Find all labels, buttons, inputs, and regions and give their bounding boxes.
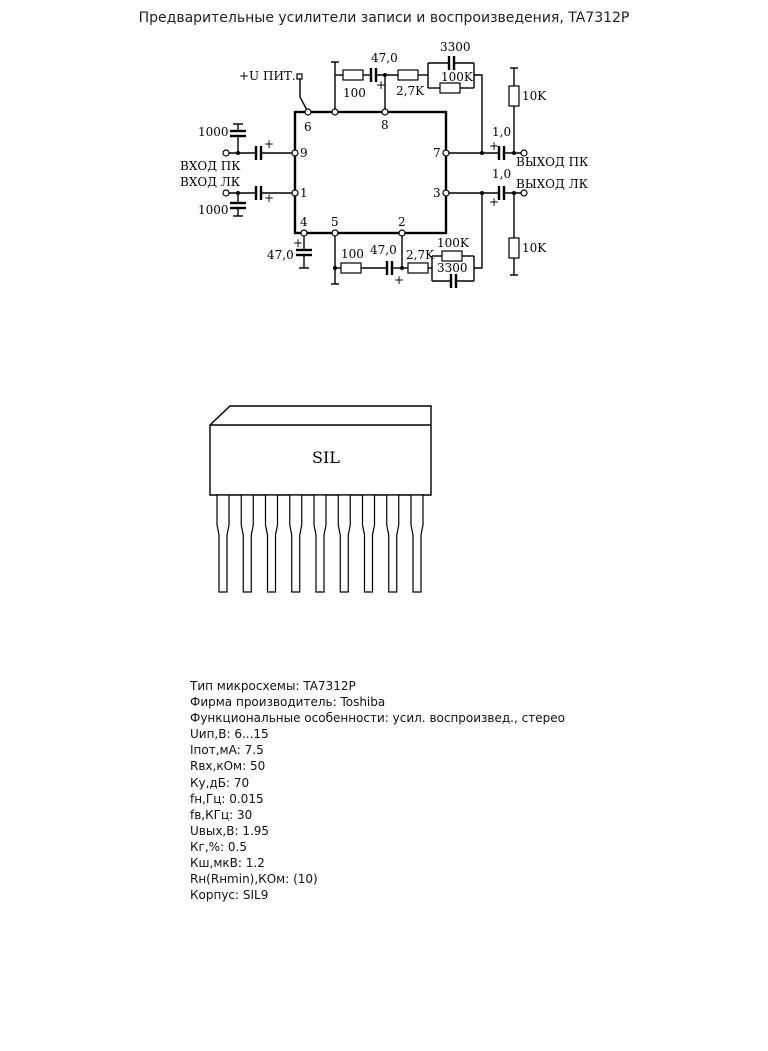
spec-row: Тип микросхемы: TA7312P — [190, 679, 356, 693]
spec-row: Кш,мкВ: 1.2 — [190, 856, 265, 871]
spec-row: Iпот,мА: 7.5 — [190, 743, 264, 758]
package-pin — [411, 495, 423, 592]
label-r-top-par: 100K — [441, 70, 473, 84]
resistor-100k-bottom — [442, 251, 462, 261]
spec-value: 1.95 — [242, 823, 270, 838]
spec-value: усил. воспроизвед., стерео — [392, 711, 565, 726]
pin-8 — [382, 109, 388, 115]
chip-body — [295, 112, 446, 233]
pin-5-top-junction — [332, 109, 338, 115]
package-pin — [314, 495, 326, 592]
spec-value: 0.5 — [227, 839, 247, 854]
pin-5 — [332, 230, 338, 236]
spec-label: fн,Гц — [190, 791, 222, 806]
spec-label: Корпус — [190, 888, 236, 903]
pin-9 — [292, 150, 298, 156]
supply-label: +U ПИТ. — [239, 69, 296, 83]
input-lk-label: ВХОД ЛК — [180, 175, 241, 189]
spec-row: Корпус: SIL9 — [190, 888, 269, 903]
spec-label: Iпот,мА — [190, 743, 237, 758]
pin-label-4: 4 — [300, 215, 308, 229]
spec-value: 0.015 — [229, 791, 264, 806]
wire-fb-bottom-out — [474, 193, 482, 268]
spec-label: Тип микросхемы — [190, 679, 296, 693]
label-r-bottom: 100 — [341, 247, 364, 261]
plus-in-bottom: + — [264, 191, 275, 205]
plus-out-top: + — [489, 139, 500, 153]
label-r-out-bottom: 10K — [522, 241, 547, 255]
resistor-10k-top — [509, 86, 519, 106]
pin-label-6: 6 — [304, 120, 312, 134]
supply-wire — [300, 79, 308, 112]
spec-row: Uвых,В: 1.95 — [190, 823, 270, 838]
pin-2 — [399, 230, 405, 236]
spec-row: Функциональные особенности: усил. воспроизвед., стерео — [190, 711, 565, 726]
pin-6 — [305, 109, 311, 115]
package-label: SIL — [312, 448, 340, 467]
spec-row: fв,КГц: 30 — [190, 807, 253, 822]
spec-value: 70 — [233, 775, 250, 790]
input-pk-terminal — [223, 150, 229, 156]
label-c-top-fb: 3300 — [440, 40, 471, 54]
label-c-top: 47,0 — [371, 51, 398, 65]
package-pin — [290, 495, 302, 592]
spec-row: Rн(Rнmin),КОм: (10) — [190, 872, 318, 887]
package-pin — [266, 495, 278, 592]
package-pin — [338, 495, 350, 592]
spec-label: Кш,мкВ — [190, 856, 238, 871]
spec-value: SIL9 — [242, 888, 269, 903]
pin-label-7: 7 — [433, 146, 441, 160]
label-c-bottom: 47,0 — [370, 243, 397, 257]
spec-value: 7.5 — [244, 743, 264, 758]
spec-label: Функциональные особенности — [190, 711, 385, 726]
plus-in-top: + — [264, 137, 275, 151]
label-c-out-top: 1,0 — [492, 125, 512, 139]
wire-fb-top-out — [474, 75, 482, 153]
package-pin — [387, 495, 399, 592]
pin-3 — [443, 190, 449, 196]
spec-row: fн,Гц: 0.015 — [190, 791, 264, 806]
pin-label-3: 3 — [433, 186, 441, 200]
spec-row: Ку,дБ: 70 — [190, 775, 250, 790]
label-r-bottom-fb: 2,7K — [406, 248, 435, 262]
label-c-in-top: 1000 — [198, 125, 229, 139]
spec-row: Rвх,кОм: 50 — [190, 759, 266, 774]
pin-label-2: 2 — [398, 215, 406, 229]
specs-list — [190, 678, 565, 903]
plus-out-bottom: + — [489, 195, 500, 209]
label-c-bottom-fb: 3300 — [437, 261, 468, 275]
input-lk-terminal — [223, 190, 229, 196]
spec-value: 50 — [249, 759, 266, 774]
pin-label-8: 8 — [381, 118, 389, 132]
spec-label: Кг,% — [190, 839, 221, 854]
spec-label: Uвых,В — [190, 823, 235, 838]
spec-row: Uип,В: 6...15 — [190, 727, 269, 742]
spec-label: Ку,дБ — [190, 775, 226, 790]
label-c-out-bottom: 1,0 — [492, 167, 512, 181]
spec-row: Фирма производитель: Toshiba — [190, 695, 386, 710]
spec-value: 1.2 — [245, 856, 265, 871]
label-r-top-fb: 2,7K — [396, 84, 425, 98]
label-r-bottom-par: 100K — [437, 236, 469, 250]
spec-value: (10) — [293, 872, 318, 887]
resistor-100k-top — [440, 83, 460, 93]
spec-label: Uип,В — [190, 727, 227, 742]
supply-terminal — [297, 74, 302, 79]
package-pin — [241, 495, 253, 592]
spec-label: Rн(Rнmin),КОм — [190, 872, 286, 887]
label-r-top: 100 — [343, 86, 366, 100]
spec-label: Rвх,кОм — [190, 759, 243, 774]
resistor-100-top — [343, 70, 363, 80]
spec-value: 6...15 — [234, 727, 269, 742]
output-lk-label: ВЫХОД ЛК — [516, 177, 588, 191]
spec-label: fв,КГц — [190, 807, 230, 822]
pin-label-9: 9 — [300, 146, 308, 160]
package-pin — [363, 495, 375, 592]
pin-label-1: 1 — [300, 186, 308, 200]
spec-row: Кг,%: 0.5 — [190, 839, 247, 854]
input-pk-label: ВХОД ПК — [180, 159, 241, 173]
resistor-2k7-top — [398, 70, 418, 80]
label-c-in-bottom: 1000 — [198, 203, 229, 217]
resistor-100-bottom — [341, 263, 361, 273]
resistor-10k-bottom — [509, 238, 519, 258]
spec-value: TA7312P — [303, 679, 356, 693]
page-title: Предварительные усилители записи и воспроизведения, TA7312P — [138, 10, 630, 26]
plus-c-bottom: + — [394, 273, 405, 287]
spec-value: Toshiba — [340, 695, 386, 710]
spec-value: 30 — [236, 807, 253, 822]
package-pin — [217, 495, 229, 592]
label-c-bias: 47,0 — [267, 248, 294, 262]
output-pk-label: ВЫХОД ПК — [516, 155, 589, 169]
plus-c-top: + — [376, 78, 387, 92]
sil-package — [210, 406, 431, 592]
spec-label: Фирма производитель — [190, 695, 333, 710]
pin-1 — [292, 190, 298, 196]
pin-label-5: 5 — [331, 215, 339, 229]
pin-7 — [443, 150, 449, 156]
resistor-2k7-bottom — [408, 263, 428, 273]
label-r-out-top: 10K — [522, 89, 547, 103]
plus-bias: + — [293, 236, 304, 250]
